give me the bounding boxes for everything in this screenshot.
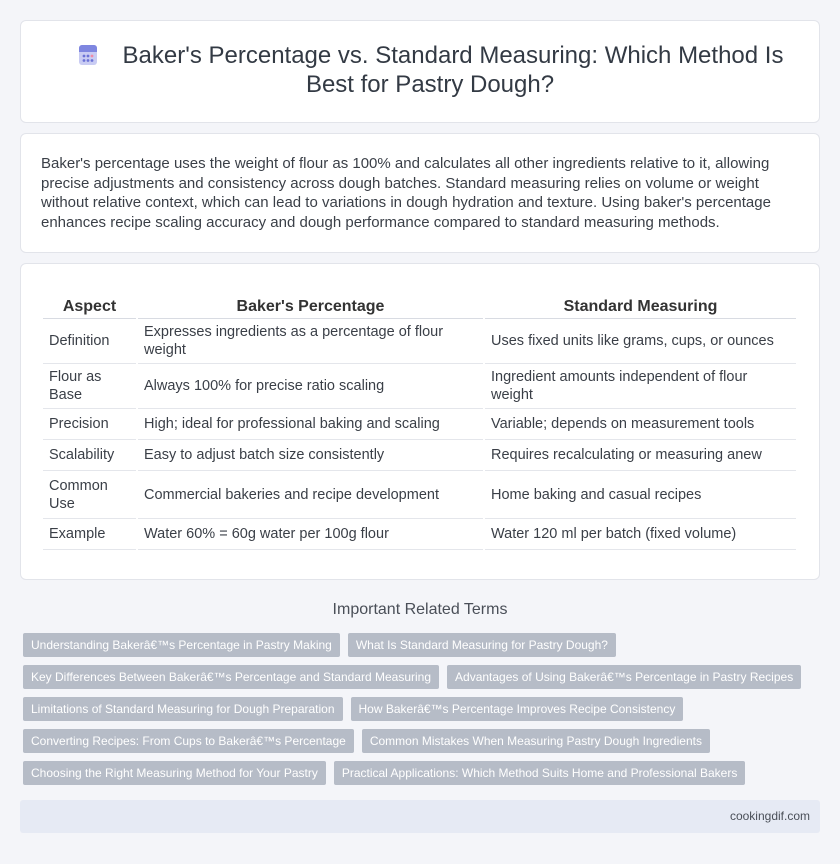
related-term-link[interactable]: Advantages of Using Bakerâ€™s Percentage in Pastry Recipes [447,665,801,689]
cell-standard-measuring: Ingredient amounts independent of flour weight [485,364,796,409]
cell-aspect: Example [43,519,136,550]
title-card [20,20,820,123]
cell-bakers-percentage: Commercial bakeries and recipe development [138,471,483,519]
cell-aspect: Scalability [43,440,136,471]
header-standard-measuring: Standard Measuring [485,296,796,319]
page-title-wrap [61,41,799,99]
cell-bakers-percentage: High; ideal for professional baking and scaling [138,409,483,440]
related-term-link[interactable]: Limitations of Standard Measuring for Dough Preparation [23,697,343,721]
table-row [43,519,796,550]
header-aspect: Aspect [43,296,136,319]
related-term-link[interactable]: What Is Standard Measuring for Pastry Dough? [348,633,616,657]
cell-bakers-percentage: Water 60% = 60g water per 100g flour [138,519,483,550]
table-row [43,440,796,471]
comparison-table [41,296,798,550]
cell-aspect: Common Use [43,471,136,519]
header-bakers-percentage: Baker's Percentage [138,296,483,319]
related-term-link[interactable]: Practical Applications: Which Method Suits Home and Professional Bakers [334,761,746,785]
table-row [43,364,796,409]
comparison-card [20,263,820,580]
related-term-link[interactable]: Key Differences Between Bakerâ€™s Percentage and Standard Measuring [23,665,439,689]
cell-aspect: Precision [43,409,136,440]
cell-standard-measuring: Requires recalculating or measuring anew [485,440,796,471]
related-terms-title: Important Related Terms [332,601,508,618]
related-term-link[interactable]: Converting Recipes: From Cups to Bakerâ€™s Percentage [23,729,354,753]
table-row [43,409,796,440]
cell-standard-measuring: Home baking and casual recipes [485,471,796,519]
cell-standard-measuring: Uses fixed units like grams, cups, or ounces [485,319,796,364]
tag-row [23,729,820,753]
table-row [43,471,796,519]
footer [20,800,820,833]
cell-aspect: Flour as Base [43,364,136,409]
related-term-link[interactable]: Understanding Bakerâ€™s Percentage in Pastry Making [23,633,340,657]
page-title: Baker's Percentage vs. Standard Measuring: Which Method Is Best for Pastry Dough? [122,42,784,98]
cell-bakers-percentage: Easy to adjust batch size consistently [138,440,483,471]
cell-standard-measuring: Water 120 ml per batch (fixed volume) [485,519,796,550]
cell-standard-measuring: Variable; depends on measurement tools [485,409,796,440]
cell-aspect: Definition [43,319,136,364]
cell-bakers-percentage: Expresses ingredients as a percentage of flour weight [138,319,483,364]
table-row [43,319,796,364]
tag-row [23,697,820,721]
related-term-link[interactable]: Common Mistakes When Measuring Pastry Dough Ingredients [362,729,710,753]
tag-row [23,665,820,689]
footer-site-link[interactable]: cookingdif.com [729,809,810,823]
related-term-link[interactable]: How Bakerâ€™s Percentage Improves Recipe Consistency [351,697,684,721]
intro-card [20,133,820,253]
tag-row [23,633,820,657]
table-header-row [43,296,796,319]
tag-row [23,761,820,785]
calculator-icon [77,44,99,66]
related-term-link[interactable]: Choosing the Right Measuring Method for Your Pastry [23,761,326,785]
cell-bakers-percentage: Always 100% for precise ratio scaling [138,364,483,409]
related-terms-list [23,633,820,793]
intro-text: Baker's percentage uses the weight of flour as 100% and calculates all other ingredients relative to it, allowing precise adjustments and consistency across dough batches. Standard measuring relies on volume or weight without relative context, which can lead to variations in dough hydration and texture. Using baker's percentage enhances recipe scaling accuracy and dough performance compared to standard measuring methods. [41,155,771,231]
